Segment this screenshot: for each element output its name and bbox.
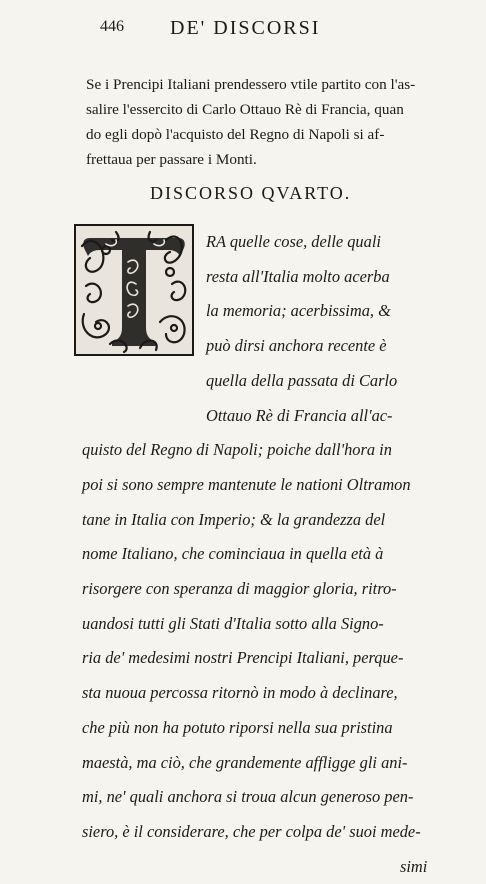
body-line: sta nuoua percossa ritornò in modo à declinare, bbox=[82, 683, 398, 703]
body-line: resta all'Italia molto acerba bbox=[206, 266, 390, 286]
body-line: mi, ne' quali anchora si troua alcun generoso pen- bbox=[82, 787, 414, 807]
summary-line: salire l'essercito di Carlo Ottauo Rè di Francia, quan bbox=[86, 101, 404, 118]
body-line: ria de' medesimi nostri Prencipi Italiani, perque- bbox=[82, 648, 404, 668]
page-number: 446 bbox=[100, 18, 124, 35]
body-line: che più non ha potuto riporsi nella sua pristina bbox=[82, 717, 393, 737]
body-line: simi bbox=[400, 856, 428, 876]
decorated-initial-t bbox=[74, 224, 194, 356]
summary-line: do egli dopò l'acquisto del Regno di Napoli si af- bbox=[86, 126, 385, 143]
foliage-ornament-icon bbox=[76, 226, 192, 354]
body-line: maestà, ma ciò, che grandemente affligge gli ani- bbox=[82, 752, 408, 772]
summary-line: Se i Prencipi Italiani prendessero vtile partito con l'as- bbox=[86, 76, 416, 93]
chapter-title: DISCORSO QVARTO. bbox=[150, 183, 352, 203]
page-header bbox=[100, 18, 400, 44]
body-line: la memoria; acerbissima, & bbox=[206, 301, 391, 321]
chapter-summary bbox=[86, 72, 446, 172]
body-line: tane in Italia con Imperio; & la grandezza del bbox=[82, 509, 386, 529]
body-line: quella della passata di Carlo bbox=[206, 370, 398, 390]
body-line: RA quelle cose, delle quali bbox=[206, 232, 381, 251]
body-line: Ottauo Rè di Francia all'ac- bbox=[206, 405, 393, 425]
body-line: risorgere con speranza di maggior gloria, ritro- bbox=[82, 579, 397, 599]
summary-line: frettaua per passare i Monti. bbox=[86, 151, 257, 168]
body-line: quisto del Regno di Napoli; poiche dall'hora in bbox=[82, 440, 392, 460]
body-line: nome Italiano, che cominciaua in quella età à bbox=[82, 544, 384, 564]
body-line: poi si sono sempre mantenute le nationi Oltramon bbox=[82, 474, 411, 494]
body-line: può dirsi anchora recente è bbox=[206, 336, 387, 356]
body-line: siero, è il considerare, che per colpa de' suoi mede- bbox=[82, 821, 421, 841]
body-line: uandosi tutti gli Stati d'Italia sotto alla Signo- bbox=[82, 613, 384, 633]
running-head: DE' DISCORSI bbox=[170, 17, 321, 39]
